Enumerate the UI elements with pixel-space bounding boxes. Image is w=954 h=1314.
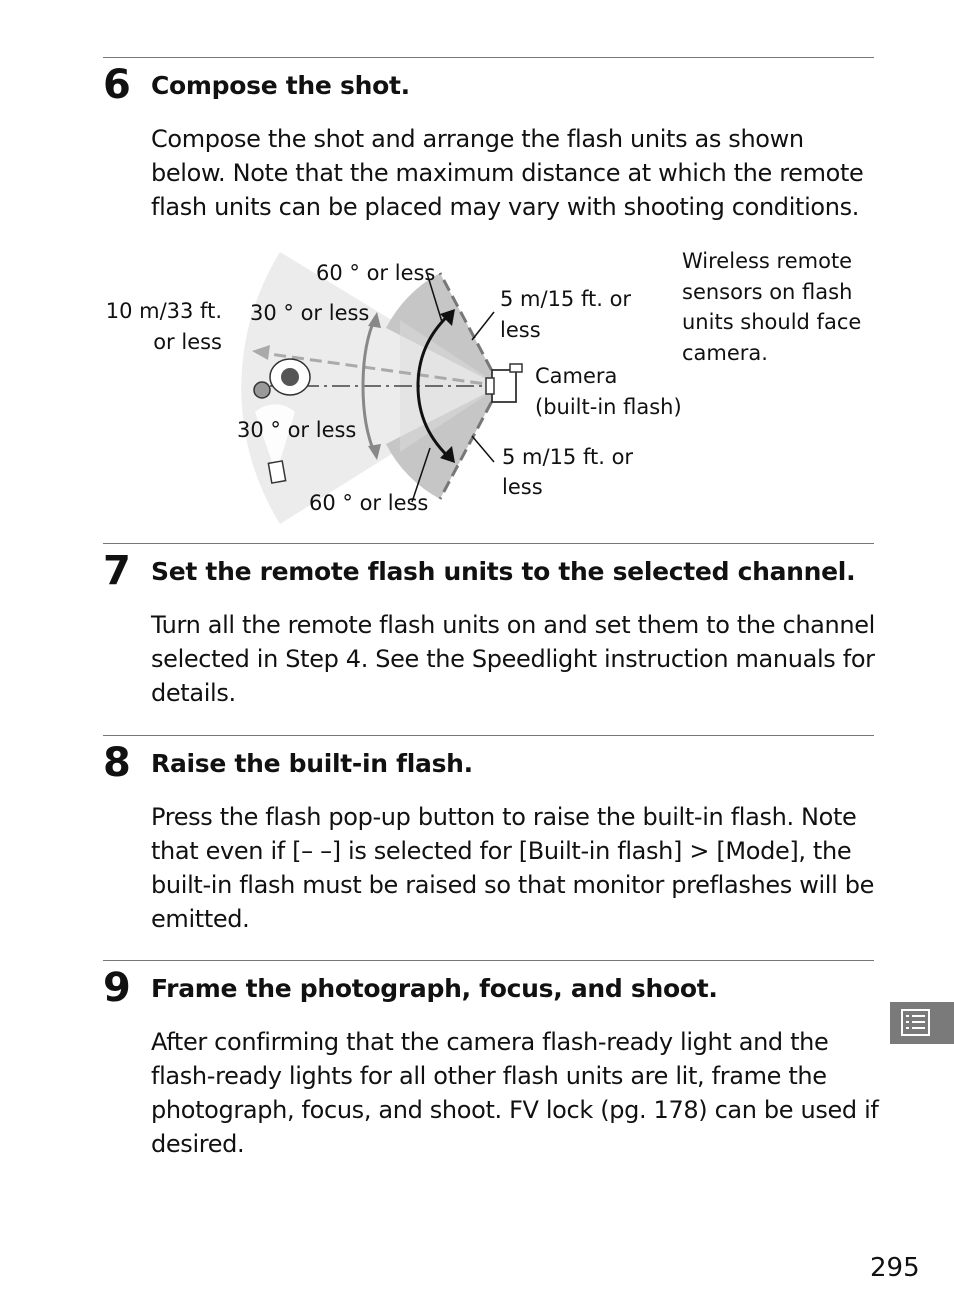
section-rule <box>103 960 874 961</box>
angle-label-60-bottom: 60 ° or less <box>309 491 429 515</box>
step-heading: Set the remote flash units to the selected channel. <box>151 557 856 586</box>
distance-label-10m-2: or less <box>153 330 222 354</box>
page-number: 295 <box>870 1253 920 1283</box>
step-heading: Compose the shot. <box>151 71 410 100</box>
section-rule <box>103 543 874 544</box>
step-body: After confirming that the camera flash-ready light and the flash-ready lights for all other flash units are lit, frame the photograph, focus, and shoot. FV lock (pg. 178) can be used if desired. <box>151 1028 879 1158</box>
step-number: 8 <box>103 740 131 786</box>
step-number: 6 <box>103 62 131 108</box>
sensor-note: Wireless remote <box>682 249 853 273</box>
distance-label-10m: 10 m/33 ft. <box>105 299 222 323</box>
distance-label-5m-bottom: 5 m/15 ft. or <box>502 445 634 469</box>
camera-label-2: (built-in flash) <box>535 395 682 419</box>
camera-label: Camera <box>535 364 618 388</box>
angle-label-30-bottom: 30 ° or less <box>237 418 357 442</box>
step-heading: Frame the photograph, focus, and shoot. <box>151 974 718 1003</box>
step-body: Press the flash pop-up button to raise the built-in flash. Note that even if [– –] is selected for [Built-in flash] > [Mode], the built-in flash must be raised so that monitor preflashes will be emitted. <box>151 803 875 933</box>
remote-flash-icon <box>254 382 270 398</box>
camera-icon <box>492 370 516 402</box>
sensor-note-4: camera. <box>682 341 768 365</box>
angle-label-30-top: 30 ° or less <box>250 301 370 325</box>
sensor-note-2: sensors on flash <box>682 280 853 304</box>
step-number: 9 <box>103 965 131 1011</box>
step-body: Compose the shot and arrange the flash units as shown below. Note that the maximum distance at which the remote flash units can be placed may vary with shooting conditions. <box>151 125 864 221</box>
chapter-tab[interactable] <box>890 1002 954 1044</box>
flash-placement-diagram <box>100 240 890 535</box>
step-number: 7 <box>103 548 131 594</box>
remote-flash-icon <box>268 461 285 483</box>
section-rule <box>103 57 874 58</box>
distance-label-5m-top-2: less <box>500 318 541 342</box>
sensor-note-3: units should face <box>682 310 862 334</box>
menu-list-icon <box>890 1002 954 1044</box>
distance-label-5m-bottom-2: less <box>502 475 543 499</box>
distance-label-5m-top: 5 m/15 ft. or <box>500 287 632 311</box>
step-body: Turn all the remote flash units on and set them to the channel selected in Step 4. See the Speedlight instruction manuals for details. <box>151 611 875 707</box>
angle-label-60-top: 60 ° or less <box>316 261 436 285</box>
step-heading: Raise the built-in flash. <box>151 749 473 778</box>
section-rule <box>103 735 874 736</box>
